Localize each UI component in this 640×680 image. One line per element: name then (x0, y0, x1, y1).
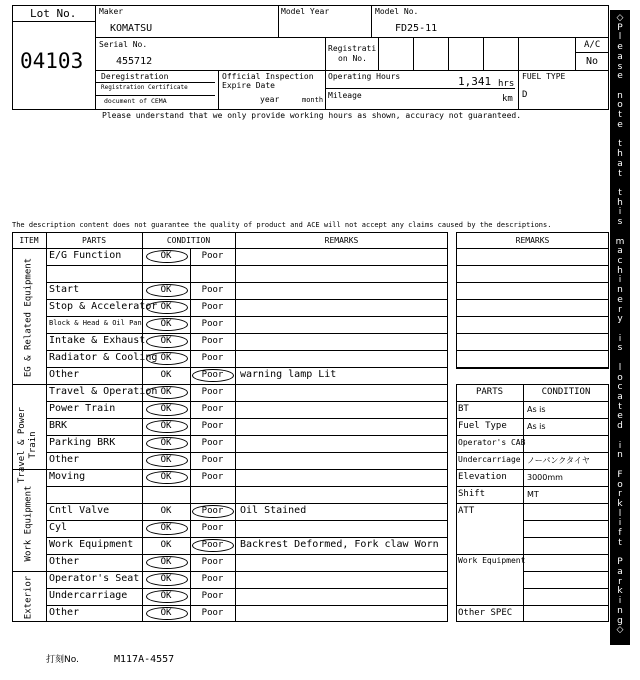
ok-option[interactable]: OK (160, 523, 172, 533)
sidebar-char: t (618, 168, 622, 179)
sidebar-char: k (617, 586, 623, 597)
sidebar-char: ◇ (616, 625, 624, 636)
sidebar-char: c (617, 382, 623, 393)
sidebar-char: l (618, 32, 622, 43)
ok-option[interactable]: OK (160, 608, 172, 618)
poor-option[interactable]: Poor (201, 336, 224, 346)
sidebar-char: e (617, 294, 623, 305)
sidebar-char: e (617, 411, 623, 422)
part-label: Start (49, 284, 80, 295)
ok-option[interactable]: OK (160, 336, 172, 346)
sidebar-char: l (618, 508, 622, 519)
part-label: Power Train (49, 403, 116, 414)
part-label: Stop & Accelerator (49, 301, 158, 312)
maker-label: Maker (99, 7, 124, 16)
ok-option[interactable]: OK (160, 540, 172, 550)
ok-option[interactable]: OK (160, 438, 172, 448)
selected-condition-circle (146, 250, 188, 263)
model-year-label: Model Year (281, 7, 330, 16)
spec-value: MT (527, 490, 539, 499)
part-label: Radiator & Cooling (49, 352, 158, 363)
spec-part: Other SPEC (458, 608, 513, 618)
model-no-value: FD25-11 (395, 23, 438, 34)
remark-text: Oil Stained (240, 505, 307, 516)
spec-part: Elevation (458, 472, 507, 482)
sidebar-char: n (617, 285, 623, 296)
spec-parts-header: PARTS (475, 387, 504, 397)
part-label: Operator's Seat (49, 573, 140, 584)
spec-value: ノーパンクタイヤ (527, 456, 590, 465)
sidebar-char: r (618, 304, 622, 315)
selected-condition-circle (146, 284, 188, 297)
selected-condition-circle (146, 590, 188, 603)
selected-condition-circle (192, 539, 234, 552)
part-label: Block & Head & Oil Pan (49, 319, 142, 327)
group-label-exterior: Exterior (23, 575, 34, 620)
poor-option[interactable]: Poor (201, 608, 224, 618)
sidebar-char: n (617, 90, 623, 101)
poor-option[interactable]: Poor (201, 285, 224, 295)
spec-part: Work Equipment (458, 556, 526, 565)
sidebar-char: n (617, 450, 623, 461)
sidebar-char: a (617, 158, 623, 169)
part-label: Cyl (49, 522, 68, 533)
hours-label: Operating Hours (328, 72, 401, 81)
maker-value: KOMATSU (110, 23, 153, 34)
part-label: Parking BRK (49, 437, 116, 448)
poor-option[interactable]: Poor (201, 387, 224, 397)
sidebar-char: c (617, 255, 623, 266)
ok-option[interactable]: OK (160, 455, 172, 465)
parts-header: PARTS (81, 236, 107, 245)
sidebar-char: l (618, 362, 622, 373)
part-label: Cntl Valve (49, 505, 110, 516)
part-label: Undercarriage (49, 590, 128, 601)
part-label: E/G Function (49, 250, 122, 261)
hours-unit: hrs (498, 79, 515, 89)
poor-option[interactable]: Poor (201, 251, 224, 261)
poor-option[interactable]: Poor (201, 421, 224, 431)
sidebar-char: t (618, 110, 622, 121)
sidebar-char: a (617, 392, 623, 403)
ok-option[interactable]: OK (160, 353, 172, 363)
selected-condition-circle (146, 335, 188, 348)
poor-option[interactable]: Poor (201, 370, 224, 380)
part-label: Work Equipment (49, 539, 134, 550)
part-label: BRK (49, 420, 68, 431)
remark-text: Backrest Deformed, Fork claw Worn (240, 539, 439, 550)
fuel-type-value: D (522, 90, 528, 100)
poor-option[interactable]: Poor (201, 472, 224, 482)
sidebar-char: g (617, 615, 623, 626)
poor-option[interactable]: Poor (201, 455, 224, 465)
sidebar-char: o (617, 479, 623, 490)
spec-part: BT (458, 404, 469, 414)
selected-condition-circle (146, 301, 188, 314)
poor-option[interactable]: Poor (201, 523, 224, 533)
reg-cert-label: Registration Certificate (101, 84, 188, 91)
item-header: ITEM (19, 236, 39, 245)
location-notice-sidebar (610, 10, 630, 645)
ok-option[interactable]: OK (160, 421, 172, 431)
selected-condition-circle (146, 471, 188, 484)
selected-condition-circle (146, 352, 188, 365)
selected-condition-circle (146, 420, 188, 433)
sidebar-char: s (617, 343, 623, 354)
sidebar-char: h (617, 149, 623, 160)
ok-option[interactable]: OK (160, 285, 172, 295)
group-label-work: Work Equipment (23, 485, 34, 562)
sidebar-char: n (617, 605, 623, 616)
sidebar-char: r (618, 576, 622, 587)
ok-option[interactable]: OK (160, 557, 172, 567)
sidebar-char: i (618, 440, 622, 451)
sidebar-char: F (617, 469, 623, 480)
serial-value: 455712 (116, 56, 153, 67)
notice-text: Please understand that we only provide working hours as shown, accuracy not guaranteed. (102, 111, 522, 120)
spec-part: Undercarriage (458, 455, 521, 464)
poor-option[interactable]: Poor (201, 353, 224, 363)
selected-condition-circle (146, 607, 188, 620)
selected-condition-circle (146, 556, 188, 569)
hours-value: 1,341 (458, 75, 492, 88)
part-label: Other (49, 369, 80, 380)
sidebar-char: t (618, 187, 622, 198)
condition-header: CONDITION (166, 236, 211, 245)
spec-part: Operator's CAB (458, 438, 526, 447)
inspection-label-2: Expire Date (222, 81, 275, 90)
sidebar-char: i (618, 275, 622, 286)
disclaimer-text: The description content does not guarantee the quality of product and ACE will not accept any claims caused by the descriptions. (12, 221, 552, 229)
sidebar-char: e (617, 42, 623, 53)
remarks2-header: REMARKS (515, 236, 550, 245)
year-label: year (260, 95, 280, 104)
poor-option[interactable]: Poor (201, 319, 224, 329)
spec-part: Fuel Type (458, 421, 507, 431)
sidebar-char: f (618, 528, 622, 539)
poor-option[interactable]: Poor (201, 591, 224, 601)
sidebar-char: P (617, 557, 623, 568)
sidebar-char: i (618, 333, 622, 344)
sidebar-char: s (617, 217, 623, 228)
sidebar-char: k (617, 498, 623, 509)
selected-condition-circle (146, 437, 188, 450)
ok-option[interactable]: OK (160, 574, 172, 584)
sidebar-char: y (617, 314, 623, 325)
month-label: month (302, 96, 324, 104)
registration-label-1: Registrati (328, 44, 377, 53)
ok-option[interactable]: OK (160, 387, 172, 397)
sidebar-char: o (617, 100, 623, 111)
ac-value: No (586, 56, 599, 67)
fuel-type-label: FUEL TYPE (522, 72, 566, 81)
poor-option[interactable]: Poor (201, 438, 224, 448)
sidebar-char: d (617, 421, 623, 432)
sidebar-char: e (617, 119, 623, 130)
sidebar-char: s (617, 61, 623, 72)
model-no-label: Model No. (375, 7, 419, 16)
serial-label: Serial No. (99, 40, 148, 49)
remarks-table (456, 232, 609, 369)
inspection-label-1: Official Inspection (222, 72, 314, 81)
sidebar-char: o (617, 372, 623, 383)
remarks-header: REMARKS (324, 236, 359, 245)
spec-condition-header: CONDITION (541, 387, 591, 397)
registration-label-2: on No. (338, 54, 367, 63)
sidebar-char: r (618, 489, 622, 500)
sidebar-char: ◇ (616, 13, 624, 23)
remark-text: warning lamp Lit (240, 369, 337, 380)
mileage-label: Mileage (328, 91, 362, 100)
stamp-label: 打刻No. (46, 655, 79, 665)
sidebar-char: t (618, 537, 622, 548)
deregistration-label: Deregistration (101, 72, 169, 81)
mileage-unit: km (502, 94, 513, 104)
ok-option[interactable]: OK (160, 472, 172, 482)
ac-label: A/C (584, 40, 601, 50)
lot-number: 04103 (20, 49, 84, 73)
selected-condition-circle (146, 318, 188, 331)
spec-value: 3000mm (527, 473, 563, 482)
sidebar-char: m (615, 236, 625, 247)
selected-condition-circle (146, 573, 188, 586)
spec-value: As is (527, 422, 546, 431)
sidebar-char: i (618, 207, 622, 218)
sidebar-char: t (618, 139, 622, 150)
ok-option[interactable]: OK (160, 506, 172, 516)
poor-option[interactable]: Poor (201, 302, 224, 312)
sidebar-char: e (617, 71, 623, 82)
poor-option[interactable]: Poor (201, 557, 224, 567)
poor-option[interactable]: Poor (201, 574, 224, 584)
ok-option[interactable]: OK (160, 319, 172, 329)
sidebar-char: t (618, 401, 622, 412)
part-label: Other (49, 556, 80, 567)
group-label-eg: EG & Related Equipment (23, 257, 34, 378)
sidebar-char: h (617, 197, 623, 208)
group-label-travel: Travel & Power Train (17, 407, 38, 483)
spec-value: As is (527, 405, 546, 414)
sidebar-char: a (617, 246, 623, 257)
part-label: Travel & Operation (49, 386, 158, 397)
ok-option[interactable]: OK (160, 591, 172, 601)
ok-option[interactable]: OK (160, 251, 172, 261)
sidebar-char: h (617, 265, 623, 276)
part-label: Intake & Exhaust (49, 335, 146, 346)
ok-option[interactable]: OK (160, 404, 172, 414)
ok-option[interactable]: OK (160, 370, 172, 380)
sidebar-char: P (617, 22, 623, 33)
part-label: Other (49, 454, 80, 465)
selected-condition-circle (146, 522, 188, 535)
lot-label: Lot No. (30, 7, 77, 20)
selected-condition-circle (146, 454, 188, 467)
selected-condition-circle (192, 505, 234, 518)
ok-option[interactable]: OK (160, 302, 172, 312)
selected-condition-circle (192, 369, 234, 382)
sidebar-char: a (617, 51, 623, 62)
sidebar-char: a (617, 566, 623, 577)
spec-part: ATT (458, 506, 475, 516)
cema-label: document of CEMA (104, 97, 167, 105)
part-label: Moving (49, 471, 86, 482)
poor-option[interactable]: Poor (201, 506, 224, 516)
poor-option[interactable]: Poor (201, 404, 224, 414)
spec-part: Shift (458, 489, 486, 499)
sidebar-char: i (618, 518, 622, 529)
sidebar-char: i (618, 596, 622, 607)
part-label: Other (49, 607, 80, 618)
stamp-value: M117A-4557 (114, 654, 175, 665)
selected-condition-circle (146, 403, 188, 416)
selected-condition-circle (146, 386, 188, 399)
poor-option[interactable]: Poor (201, 540, 224, 550)
